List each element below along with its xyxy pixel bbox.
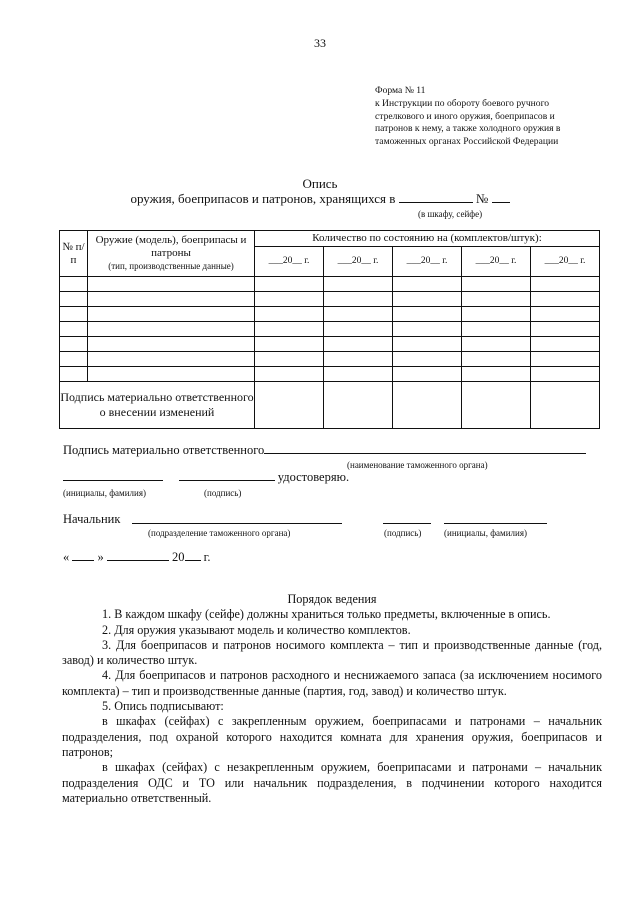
storage-blank[interactable] <box>399 202 473 203</box>
rule-item: 3. Для боеприпасов и патронов носимого комплекта – тип и производственные данные (год, завод) и количество штук. <box>62 637 602 668</box>
year-prefix: 20 <box>172 550 185 564</box>
date-cell[interactable]: ___20__ г. <box>255 247 324 277</box>
certify-line <box>63 470 349 485</box>
col-header-number: № п/п <box>60 231 88 277</box>
quote-close: » <box>97 550 104 564</box>
table-row <box>60 277 600 292</box>
table-row <box>60 337 600 352</box>
rule-item: 2. Для оружия указывают модель и количество комплектов. <box>102 622 411 637</box>
signature-row <box>60 382 600 429</box>
rules-heading: Порядок ведения <box>287 592 377 606</box>
head-initials-blank[interactable] <box>444 523 547 524</box>
signature-blank[interactable] <box>179 480 275 481</box>
rule-item: 1. В каждом шкафу (сейфе) должны храниться только предметы, включенные в опись. <box>102 607 551 622</box>
inventory-table <box>59 230 600 429</box>
customs-caption: (наименование таможенного органа) <box>347 460 488 470</box>
date-cell[interactable]: ___20__ г. <box>462 247 531 277</box>
responsible-signature <box>63 443 586 458</box>
date-line <box>63 550 210 565</box>
rule-item: в шкафах (сейфах) с незакрепленным оружием, боеприпасами и патронами – начальник подразделения ОДС и ТО или начальник подразделения, в подчинении которого находится материально ответственный. <box>62 760 602 805</box>
initials-blank[interactable] <box>63 480 163 481</box>
subdivision-caption: (подразделение таможенного органа) <box>148 528 291 538</box>
signature-caption: (подпись) <box>204 488 242 498</box>
year-suffix: г. <box>203 550 211 564</box>
col-header-weapon <box>88 231 255 277</box>
col-header-quantity: Количество по состоянию на (комплектов/штук): <box>255 231 600 247</box>
table-row <box>60 307 600 322</box>
subdivision-blank[interactable] <box>132 523 342 524</box>
date-cell[interactable]: ___20__ г. <box>393 247 462 277</box>
col-header-weapon-sub: (тип, производственные данные) <box>108 261 234 271</box>
form-header-line: стрелкового и иного оружия, боеприпасов и <box>375 110 555 122</box>
quote-open: « <box>63 550 70 564</box>
subtitle-text: оружия, боеприпасов и патронов, хранящихся в <box>130 191 396 206</box>
form-number: Форма № 11 <box>375 85 426 96</box>
number-sign: № <box>475 191 489 206</box>
storage-caption: (в шкафу, сейфе) <box>418 209 483 219</box>
rule-item: в шкафах (сейфах) с закрепленным оружием, боеприпасами и патронами – начальник подразделения, под охраной которого находится комната для хранения оружия, боеприпасов и патронов; <box>62 714 602 759</box>
rule-item: 5. Опись подписывают: <box>102 699 224 714</box>
head-label: Начальник <box>63 512 121 526</box>
initials-caption: (инициалы, фамилия) <box>63 488 146 498</box>
page-number: 33 <box>314 36 326 50</box>
document-title: Опись <box>302 176 338 191</box>
storage-number-blank[interactable] <box>492 202 510 203</box>
month-blank[interactable] <box>107 560 169 561</box>
head-signature-caption: (подпись) <box>384 528 422 538</box>
signature-row-label: Подпись материально ответственного о внесении изменений <box>60 382 255 429</box>
head-initials-caption: (инициалы, фамилия) <box>444 528 527 538</box>
table-row <box>60 367 600 382</box>
date-cell[interactable]: ___20__ г. <box>324 247 393 277</box>
col-header-weapon-title: Оружие (модель), боеприпасы и патроны <box>95 234 247 259</box>
form-header <box>375 85 625 149</box>
form-header-line: к Инструкции по обороту боевого ручного <box>375 97 550 109</box>
date-cell[interactable]: ___20__ г. <box>531 247 600 277</box>
year-blank[interactable] <box>185 560 201 561</box>
rule-item: 4. Для боеприпасов и патронов расходного и неснижаемого запаса (за исключением носимого комплекта) – тип и производственные данные (партия, год, завод) и количество штук. <box>62 668 602 698</box>
customs-body-blank[interactable] <box>264 453 586 454</box>
table-row <box>60 292 600 307</box>
rules-section <box>62 592 602 806</box>
head-signature-blank[interactable] <box>383 523 431 524</box>
certify-text: удостоверяю. <box>277 470 350 484</box>
form-header-line: таможенных органах Российской Федерации <box>375 136 559 148</box>
responsible-label: Подпись материально ответственного <box>63 443 265 457</box>
document-subtitle <box>0 191 640 207</box>
table-row <box>60 352 600 367</box>
table-row <box>60 322 600 337</box>
day-blank[interactable] <box>72 560 94 561</box>
form-header-line: патронов к нему, а также холодного оружия в <box>375 123 561 135</box>
